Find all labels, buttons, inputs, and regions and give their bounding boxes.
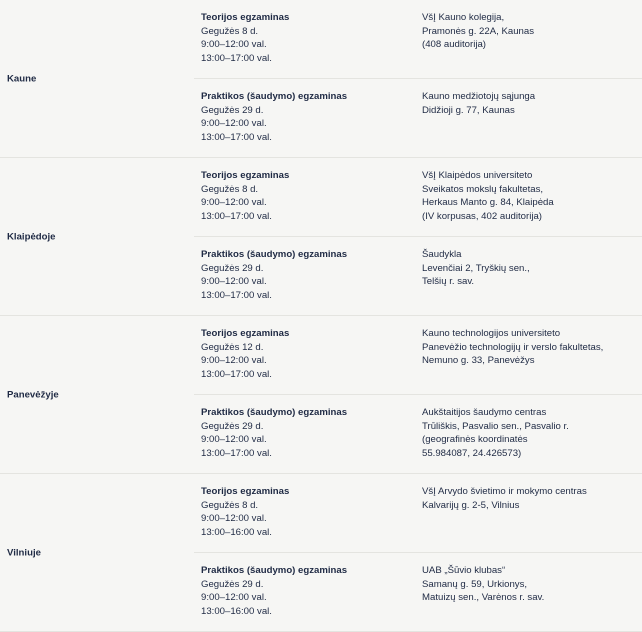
location-line: Herkaus Manto g. 84, Klaipėda: [422, 197, 554, 208]
city-name: Klaipėdoje: [7, 231, 56, 242]
location-line: Panevėžio technologijų ir verslo fakultetas,: [422, 341, 604, 353]
location-line: Matuizų sen., Varėnos r. sav.: [422, 592, 545, 603]
city-name: Kaune: [7, 73, 37, 84]
exam-info: [201, 11, 411, 65]
exam-time: 13:00–17:00 val.: [201, 131, 272, 143]
city-group: [0, 316, 642, 474]
exam-date: Gegužės 29 d.: [201, 104, 264, 116]
exam-title: Praktikos (šaudymo) egzaminas: [201, 565, 348, 576]
exam-date: Gegužės 29 d.: [201, 578, 264, 590]
exam-title: Teorijos egzaminas: [201, 328, 290, 339]
exam-location: [422, 248, 637, 289]
exam-time: 13:00–16:00 val.: [201, 605, 272, 617]
city-group: [0, 474, 642, 632]
location-line: UAB „Šūvio klubas“: [422, 565, 506, 576]
exam-location: [422, 327, 637, 368]
exam-info: [201, 90, 411, 144]
exam-info: [201, 248, 411, 302]
exam-time: 9:00–12:00 val.: [201, 592, 267, 603]
exam-time: 13:00–17:00 val.: [201, 447, 272, 459]
exam-location: [422, 169, 637, 223]
location-line: (geografinės koordinatės: [422, 434, 528, 445]
location-line: Telšių r. sav.: [422, 276, 475, 287]
location-line: Kauno medžiotojų sąjunga: [422, 91, 536, 102]
exam-time: 9:00–12:00 val.: [201, 118, 267, 129]
exam-time: 13:00–17:00 val.: [201, 368, 272, 380]
location-line: Pramonės g. 22A, Kaunas: [422, 25, 534, 37]
exam-date: Gegužės 29 d.: [201, 420, 264, 432]
exam-time: 9:00–12:00 val.: [201, 513, 267, 524]
exam-time: 13:00–17:00 val.: [201, 289, 272, 301]
location-line: VšĮ Kauno kolegija,: [422, 12, 505, 23]
exam-info: [201, 564, 411, 618]
location-line: (IV korpusas, 402 auditorija): [422, 210, 542, 222]
city-group: [0, 0, 642, 158]
location-line: VšĮ Arvydo švietimo ir mokymo centras: [422, 486, 587, 497]
exam-time: 9:00–12:00 val.: [201, 197, 267, 208]
exam-location: [422, 564, 637, 605]
exam-date: Gegužės 8 d.: [201, 183, 259, 195]
exam-date: Gegužės 29 d.: [201, 262, 264, 274]
exam-time: 13:00–16:00 val.: [201, 526, 272, 538]
location-line: Sveikatos mokslų fakultetas,: [422, 183, 544, 195]
location-line: VšĮ Klaipėdos universiteto: [422, 170, 533, 181]
exam-time: 13:00–17:00 val.: [201, 52, 272, 64]
exam-date: Gegužės 8 d.: [201, 499, 259, 511]
exam-row: [0, 474, 642, 552]
exam-row: [0, 316, 642, 394]
exam-location: [422, 406, 637, 460]
location-line: Didžioji g. 77, Kaunas: [422, 104, 515, 116]
city-name: Panevėžyje: [7, 389, 59, 400]
location-line: Aukštaitijos šaudymo centras: [422, 407, 547, 418]
exam-title: Teorijos egzaminas: [201, 12, 290, 23]
exam-time: 9:00–12:00 val.: [201, 434, 267, 445]
location-line: Trūliškis, Pasvalio sen., Pasvalio r.: [422, 420, 569, 432]
exam-info: [201, 406, 411, 460]
exam-title: Teorijos egzaminas: [201, 170, 290, 181]
exam-title: Teorijos egzaminas: [201, 486, 290, 497]
location-line: Samanų g. 59, Urkionys,: [422, 578, 528, 590]
location-line: (408 auditorija): [422, 39, 486, 50]
exam-location: [422, 90, 637, 117]
location-line: Nemuno g. 33, Panevėžys: [422, 355, 535, 366]
location-line: Kalvarijų g. 2-5, Vilnius: [422, 499, 520, 511]
exam-row: [0, 0, 642, 78]
exam-title: Praktikos (šaudymo) egzaminas: [201, 91, 348, 102]
exam-row: [194, 394, 642, 473]
exam-time: 9:00–12:00 val.: [201, 355, 267, 366]
exam-time: 9:00–12:00 val.: [201, 39, 267, 50]
city-name: Vilniuje: [7, 547, 41, 558]
exam-location: [422, 485, 637, 512]
exam-row: [194, 78, 642, 157]
exam-row: [0, 158, 642, 236]
exam-location: [422, 11, 637, 52]
exam-title: Praktikos (šaudymo) egzaminas: [201, 407, 348, 418]
exam-date: Gegužės 12 d.: [201, 341, 264, 353]
location-line: Levenčiai 2, Tryškių sen.,: [422, 262, 530, 274]
exam-info: [201, 485, 411, 539]
exam-row: [194, 552, 642, 631]
location-line: Šaudykla: [422, 249, 462, 260]
location-line: Kauno technologijos universiteto: [422, 328, 561, 339]
exam-title: Praktikos (šaudymo) egzaminas: [201, 249, 348, 260]
exam-time: 13:00–17:00 val.: [201, 210, 272, 222]
exam-info: [201, 327, 411, 381]
city-group: [0, 158, 642, 316]
exam-date: Gegužės 8 d.: [201, 25, 259, 37]
exam-row: [194, 236, 642, 315]
exam-info: [201, 169, 411, 223]
location-line: 55.984087, 24.426573): [422, 447, 522, 459]
exam-time: 9:00–12:00 val.: [201, 276, 267, 287]
